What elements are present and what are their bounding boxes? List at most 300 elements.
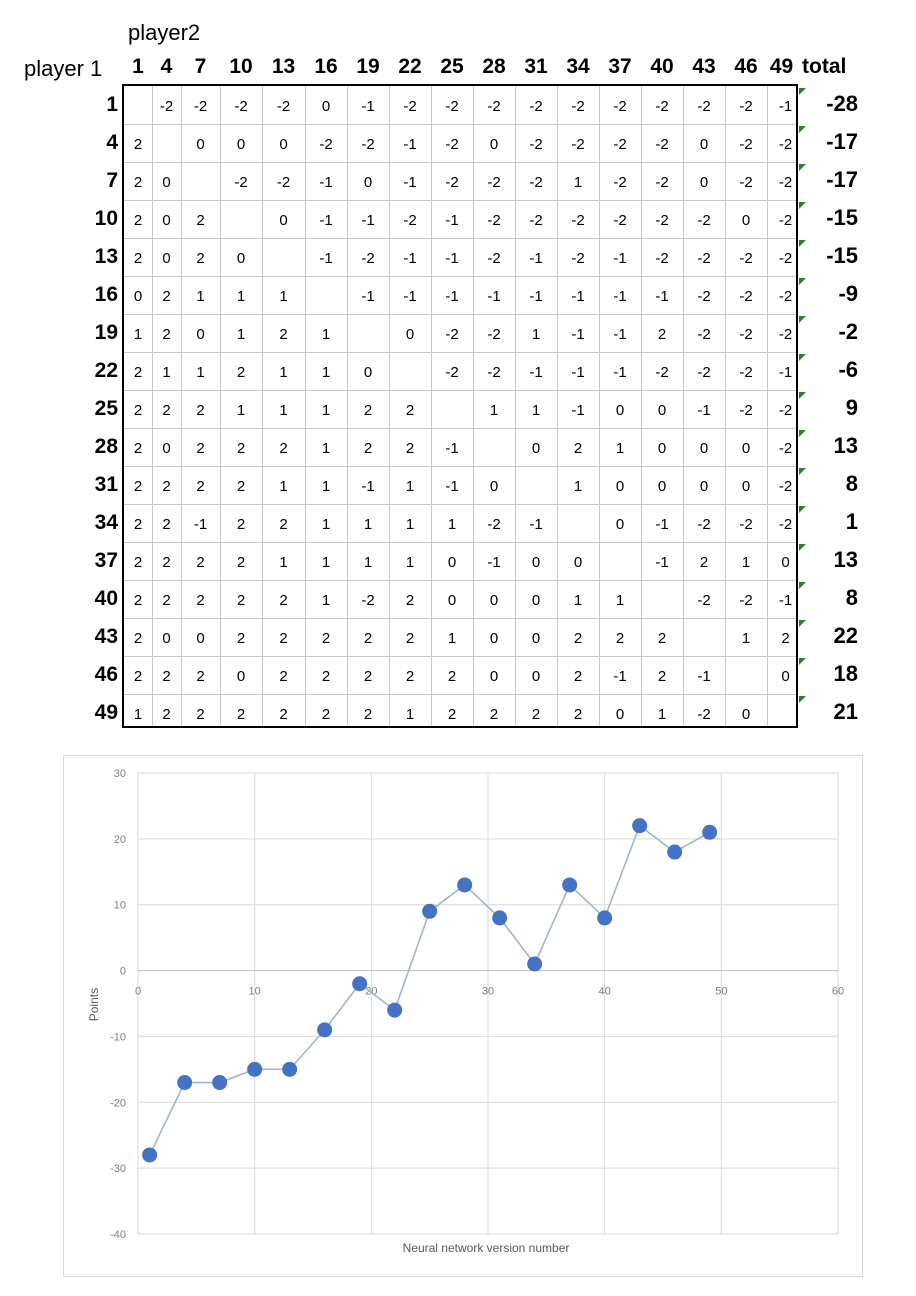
table-cell: 1	[741, 630, 751, 647]
table-cell: 0	[447, 554, 457, 571]
table-cell: -2	[697, 592, 711, 609]
row-header: 31	[94, 473, 118, 496]
table-cell: 2	[162, 668, 171, 685]
table-cell: 2	[657, 668, 667, 685]
table-cell: 2	[196, 554, 205, 571]
table-cell: -1	[778, 98, 793, 115]
table-cell: -1	[193, 516, 208, 533]
data-point	[562, 877, 577, 892]
table-cell: -1	[445, 212, 459, 229]
table-cell: 2	[162, 706, 171, 723]
table-cell: 2	[531, 706, 541, 723]
data-point	[282, 1062, 297, 1077]
row-header: 1	[106, 93, 118, 116]
table-cell: -1	[571, 288, 585, 305]
table-cell: 0	[236, 668, 246, 685]
table-cell: -2	[655, 136, 669, 153]
table-cell: 2	[236, 478, 246, 495]
table-cell: 2	[236, 364, 246, 381]
grid-line-horizontal	[124, 656, 796, 657]
table-cell: 1	[573, 478, 583, 495]
table-cell: -2	[234, 174, 248, 191]
table-cell: 2	[196, 668, 205, 685]
table-cell: -1	[529, 250, 543, 267]
row-header: 37	[94, 549, 118, 572]
table-cell: -2	[697, 326, 711, 343]
table-cell: -2	[778, 174, 793, 191]
table-cell: 2	[363, 440, 373, 457]
data-point	[667, 845, 682, 860]
grid-line-horizontal	[124, 390, 796, 391]
table-cell: -1	[655, 554, 669, 571]
table-cell: 1	[363, 516, 373, 533]
table-cell: 2	[405, 440, 415, 457]
table-cell: 0	[236, 136, 246, 153]
table-cell: 0	[741, 212, 751, 229]
table-cell: 2	[321, 630, 331, 647]
table-cell: -1	[403, 136, 417, 153]
table-cell: -1	[403, 288, 417, 305]
table-cell: -1	[361, 98, 375, 115]
table-cell: -2	[361, 250, 375, 267]
table-cell: 0	[196, 630, 205, 647]
table-cell: 1	[405, 554, 415, 571]
table-cell: 1	[196, 364, 205, 381]
table-cell: 2	[133, 174, 143, 191]
y-tick-label: -40	[110, 1229, 126, 1241]
table-cell: -2	[159, 98, 174, 115]
row-header: 22	[94, 359, 118, 382]
data-point	[387, 1003, 402, 1018]
table-cell: 0	[321, 98, 331, 115]
table-cell: -2	[655, 364, 669, 381]
y-tick-label: 10	[113, 899, 126, 912]
column-header: 13	[271, 55, 296, 78]
table-cell: -2	[697, 98, 711, 115]
table-cell: -1	[655, 288, 669, 305]
column-header: 10	[229, 55, 253, 78]
row-total: 1	[845, 509, 858, 534]
table-cell: 0	[657, 402, 667, 419]
table-cell: -1	[571, 402, 585, 419]
table-cell: 0	[615, 478, 625, 495]
y-tick-label: -30	[110, 1163, 126, 1176]
row-total: 8	[845, 471, 858, 496]
table-cell: 2	[133, 402, 143, 419]
table-cell: -1	[319, 212, 333, 229]
column-header: 22	[398, 55, 422, 78]
column-header: 46	[734, 55, 758, 78]
table-cell: 2	[615, 630, 625, 647]
table-cell: 0	[531, 554, 541, 571]
row-axis-title: player 1	[24, 56, 103, 81]
table-cell: 2	[162, 326, 171, 343]
table-cell: -2	[739, 250, 753, 267]
table-cell: -2	[487, 516, 501, 533]
table-cell: 2	[196, 592, 205, 609]
table-cell: 0	[699, 478, 709, 495]
table-cell: -1	[487, 288, 501, 305]
table-cell: 1	[279, 402, 288, 419]
table-cell: -2	[487, 98, 501, 115]
y-tick-label: -20	[110, 1097, 126, 1110]
table-cell: 1	[405, 516, 415, 533]
table-cell: -1	[613, 288, 627, 305]
table-cell: -2	[778, 516, 793, 533]
table-cell: -1	[697, 402, 711, 419]
table-cell: -2	[487, 250, 501, 267]
table-cell: -2	[193, 98, 208, 115]
column-header: 4	[160, 55, 173, 78]
table-cell: 1	[133, 706, 143, 723]
table-cell: -1	[778, 364, 793, 381]
row-header: 10	[94, 207, 118, 230]
table-cell: 0	[196, 136, 205, 153]
table-cell: 0	[162, 250, 171, 267]
row-total: -6	[838, 357, 858, 382]
table-cell: 2	[236, 592, 246, 609]
table-cell: -2	[697, 212, 711, 229]
table-cell: -2	[613, 98, 627, 115]
table-cell: -1	[697, 668, 711, 685]
grid-line-horizontal	[124, 352, 796, 353]
x-axis-title: Neural network version number	[402, 1241, 570, 1255]
table-cell: 0	[489, 592, 499, 609]
table-cell: 2	[236, 554, 246, 571]
table-cell: 1	[321, 516, 331, 533]
table-cell: -2	[739, 402, 753, 419]
table-cell: -2	[739, 364, 753, 381]
table-cell: -2	[319, 136, 333, 153]
table-cell: 0	[489, 668, 499, 685]
table-cell: -1	[571, 364, 585, 381]
table-cell: 2	[279, 706, 288, 723]
data-point	[247, 1062, 262, 1077]
table-cell: 0	[405, 326, 415, 343]
grid-line-horizontal	[124, 124, 796, 125]
series-line	[150, 826, 710, 1155]
table-cell: 2	[657, 630, 667, 647]
table-cell: 0	[531, 440, 541, 457]
table-cell: 1	[741, 554, 751, 571]
grid-line-horizontal	[124, 542, 796, 543]
x-tick-label: 60	[831, 985, 845, 998]
table-cell: -1	[319, 250, 333, 267]
table-cell: 2	[162, 478, 171, 495]
data-point	[142, 1147, 157, 1162]
table-cell: 2	[133, 668, 143, 685]
table-cell: -2	[613, 174, 627, 191]
table-cell: 1	[531, 402, 541, 419]
table-cell: -2	[655, 212, 669, 229]
table-cell: 2	[573, 706, 583, 723]
table-cell: 2	[133, 136, 143, 153]
table-cell: -2	[697, 706, 711, 723]
table-cell: 0	[489, 136, 499, 153]
table-cell: -2	[613, 136, 627, 153]
table-cell: 1	[321, 326, 331, 343]
column-header: 43	[692, 55, 716, 78]
table-cell: 2	[363, 402, 373, 419]
column-axis-title: player2	[128, 20, 201, 45]
column-header: 34	[566, 55, 590, 78]
table-cell: 2	[279, 440, 288, 457]
grid-line-horizontal	[124, 618, 796, 619]
table-cell: -1	[445, 288, 459, 305]
table-cell: 1	[447, 630, 457, 647]
data-point	[457, 877, 472, 892]
table-cell: 0	[279, 136, 288, 153]
table-cell: 1	[405, 706, 415, 723]
table-cell: 1	[363, 554, 373, 571]
y-tick-label: 0	[119, 965, 126, 978]
grid-line-horizontal	[124, 428, 796, 429]
table-cell: -2	[529, 98, 543, 115]
row-header: 16	[94, 283, 118, 306]
table-cell: 2	[133, 554, 143, 571]
table-cell: 2	[573, 630, 583, 647]
table-cell: -2	[234, 98, 248, 115]
data-point	[492, 910, 507, 925]
data-point	[317, 1022, 332, 1037]
data-point	[422, 904, 437, 919]
table-cell: -2	[276, 98, 291, 115]
table-cell: -1	[778, 592, 793, 609]
table-cell: 2	[133, 212, 143, 229]
table-cell: -2	[445, 364, 459, 381]
table-cell: -1	[445, 440, 459, 457]
table-cell: 0	[699, 136, 709, 153]
table-cell: 2	[489, 706, 499, 723]
table-cell: 0	[657, 478, 667, 495]
table-cell: 2	[573, 668, 583, 685]
table-cell: -1	[529, 288, 543, 305]
table-cell: -2	[571, 212, 585, 229]
x-tick-label: 50	[715, 985, 728, 998]
table-cell: 0	[279, 212, 288, 229]
table-cell: 1	[321, 478, 331, 495]
table-cell: -2	[739, 136, 753, 153]
table-cell: -2	[613, 212, 627, 229]
table-cell: -2	[276, 174, 291, 191]
table-cell: -2	[778, 288, 793, 305]
grid-line-horizontal	[124, 200, 796, 201]
table-cell: 2	[133, 364, 143, 381]
grid-line-horizontal	[124, 466, 796, 467]
table-cell: 0	[615, 706, 625, 723]
row-header: 34	[94, 511, 118, 534]
x-tick-label: 30	[481, 985, 495, 998]
row-total: -15	[826, 243, 858, 268]
table-cell: 1	[321, 440, 331, 457]
table-cell: 2	[363, 706, 373, 723]
table-cell: 1	[279, 554, 288, 571]
table-cell: 0	[741, 440, 751, 457]
table-cell: -2	[739, 592, 753, 609]
table-cell: -2	[778, 478, 793, 495]
table-cell: 2	[447, 668, 457, 685]
table-cell: -2	[487, 326, 501, 343]
table-cell: -1	[361, 478, 375, 495]
table-cell: 1	[279, 364, 288, 381]
table-cell: -2	[361, 136, 375, 153]
table-cell: 1	[236, 402, 246, 419]
table-cell: 2	[133, 250, 143, 267]
table-cell: 0	[196, 326, 205, 343]
table-cell: 2	[405, 668, 415, 685]
table-cell: 2	[133, 478, 143, 495]
grid-line-horizontal	[124, 162, 796, 163]
table-cell: 0	[615, 402, 625, 419]
table-cell: 1	[531, 326, 541, 343]
row-header: 49	[94, 701, 118, 724]
table-cell: 2	[133, 516, 143, 533]
table-cell: -2	[487, 174, 501, 191]
table-cell: -1	[529, 516, 543, 533]
table-cell: -1	[529, 364, 543, 381]
table-cell: 1	[615, 440, 625, 457]
table-cell: 2	[133, 630, 143, 647]
table-cell: 1	[279, 478, 288, 495]
table-cell: 0	[447, 592, 457, 609]
data-point	[702, 825, 717, 840]
table-cell: 2	[279, 668, 288, 685]
table-cell: 2	[236, 440, 246, 457]
table-cell: 2	[196, 402, 205, 419]
table-cell: -2	[571, 250, 585, 267]
table-cell: 1	[405, 478, 415, 495]
table-cell: 0	[741, 706, 751, 723]
table-cell: -1	[361, 212, 375, 229]
row-total: 13	[833, 433, 858, 458]
table-cell: 2	[196, 706, 205, 723]
table-cell: 0	[162, 630, 171, 647]
table-cell: 2	[196, 250, 205, 267]
table-cell: 1	[133, 326, 143, 343]
table-cell: -2	[445, 326, 459, 343]
column-header: 28	[482, 55, 506, 78]
table-cell: -2	[571, 98, 585, 115]
row-header: 4	[106, 131, 118, 154]
grid-line-horizontal	[124, 314, 796, 315]
table-cell: -2	[739, 98, 753, 115]
y-tick-label: 20	[113, 833, 126, 846]
row-total: -2	[838, 319, 858, 344]
y-tick-label: -10	[110, 1031, 126, 1044]
data-point	[212, 1075, 227, 1090]
table-cell: 2	[279, 516, 288, 533]
x-tick-label: 0	[134, 985, 142, 998]
table-cell: 2	[321, 706, 331, 723]
table-cell: -2	[778, 326, 793, 343]
data-point	[177, 1075, 192, 1090]
table-cell: 0	[699, 440, 709, 457]
table-cell: 2	[657, 326, 667, 343]
table-cell: 2	[405, 592, 415, 609]
table-cell: -2	[445, 174, 459, 191]
table-cell: -2	[529, 212, 543, 229]
grid-line-horizontal	[124, 504, 796, 505]
table-cell: 0	[781, 668, 790, 685]
table-cell: -1	[403, 250, 417, 267]
row-total: 8	[845, 585, 858, 610]
row-header: 19	[94, 321, 118, 344]
column-header: 7	[194, 55, 207, 78]
table-cell: 1	[573, 174, 583, 191]
table-cell: 0	[236, 250, 246, 267]
row-header: 25	[94, 397, 118, 420]
table-cell: -2	[697, 288, 711, 305]
table-cell: 0	[363, 174, 373, 191]
table-cell: 0	[162, 174, 171, 191]
table-cell: 2	[162, 554, 171, 571]
column-header: 16	[314, 55, 338, 78]
table-cell: 0	[531, 630, 541, 647]
table-cell: 1	[489, 402, 499, 419]
table-cell: 1	[236, 326, 246, 343]
table-cell: -2	[778, 212, 793, 229]
column-header: 49	[769, 55, 794, 78]
row-total: -9	[838, 281, 858, 306]
table-cell: 2	[162, 516, 171, 533]
y-tick-label: 30	[113, 768, 126, 780]
grid-line-horizontal	[124, 580, 796, 581]
row-total: -15	[826, 205, 858, 230]
column-header: 37	[608, 55, 632, 78]
chart-frame	[63, 755, 863, 1277]
table-cell: -1	[319, 174, 333, 191]
table-cell: -1	[613, 364, 627, 381]
table-cell: 2	[162, 592, 171, 609]
table-cell: 0	[531, 668, 541, 685]
y-axis-title: Points	[87, 987, 101, 1022]
table-cell: -2	[361, 592, 375, 609]
grid-line-horizontal	[124, 238, 796, 239]
table-cell: 1	[447, 516, 457, 533]
row-header: 13	[94, 245, 118, 268]
table-cell: 0	[133, 288, 143, 305]
table-cell: -1	[571, 326, 585, 343]
table-cell: 0	[741, 478, 751, 495]
table-cell: 2	[405, 630, 415, 647]
table-cell: -2	[445, 98, 459, 115]
table-cell: -2	[778, 250, 793, 267]
line-chart	[64, 756, 862, 1276]
table-cell: -1	[613, 250, 627, 267]
table-cell: 1	[615, 592, 625, 609]
table-cell: -1	[613, 326, 627, 343]
table-cell: -1	[445, 478, 459, 495]
table-cell: -2	[655, 174, 669, 191]
table-cell: 2	[162, 288, 171, 305]
table-cell: 2	[781, 630, 790, 647]
x-tick-label: 10	[248, 985, 261, 998]
table-cell: -2	[487, 212, 501, 229]
table-cell: 2	[236, 516, 246, 533]
column-header: 40	[650, 55, 674, 78]
table-cell: 2	[573, 440, 583, 457]
row-total: 18	[833, 661, 858, 686]
row-header: 40	[94, 587, 118, 610]
table-cell: 0	[162, 212, 171, 229]
table-cell: -2	[655, 98, 669, 115]
column-header: 31	[524, 55, 548, 78]
row-total: 13	[833, 547, 858, 572]
table-cell: 2	[133, 592, 143, 609]
table-cell: -2	[778, 402, 793, 419]
table-cell: 0	[531, 592, 541, 609]
table-cell: -2	[739, 326, 753, 343]
